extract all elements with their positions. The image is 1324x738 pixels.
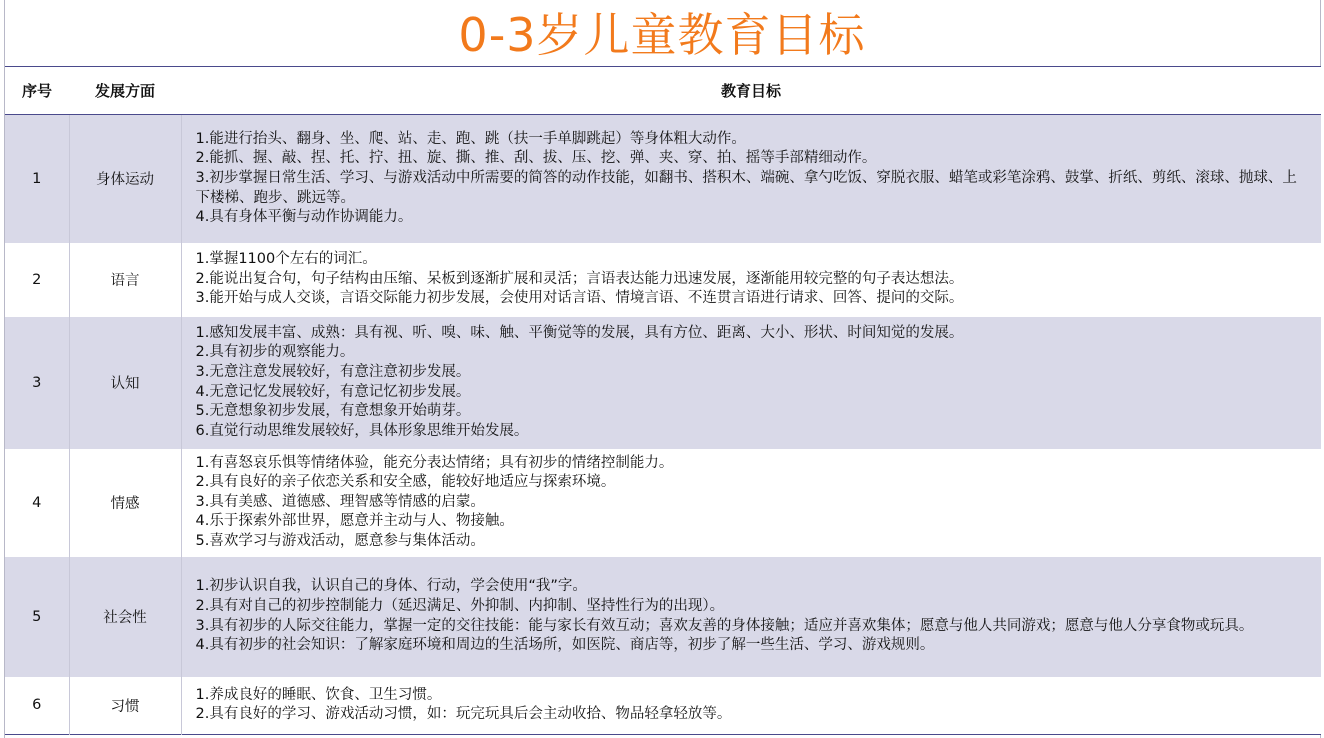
goal-line: 3.无意注意发展较好，有意注意初步发展。 — [195, 363, 471, 380]
goal-line: 3.具有初步的人际交往能力，掌握一定的交往技能：能与家长有效互动；喜欢友善的身体接触；适应并喜欢集体；愿意与他人共同游戏；愿意与他人分享食物或玩具。 — [195, 617, 1254, 634]
table-row — [5, 243, 1321, 317]
header-num: 序号 — [5, 67, 69, 115]
row-num: 5 — [5, 557, 69, 677]
goal-line: 2.能说出复合句，句子结构由压缩、呆板到逐渐扩展和灵活；言语表达能力迅速发展，逐渐能用较完整的句子表达想法。 — [195, 270, 964, 287]
row-num: 4 — [5, 449, 69, 557]
goal-line: 1.初步认识自我，认识自己的身体、行动，学会使用“我”字。 — [195, 578, 587, 595]
row-goals — [181, 557, 1321, 677]
header-goals: 教育目标 — [181, 67, 1321, 115]
table-header-row — [5, 67, 1321, 115]
page-title: 0-3岁儿童教育目标 — [458, 8, 866, 62]
goal-line: 4.具有初步的社会知识：了解家庭环境和周边的生活场所，如医院、商店等，初步了解一些生活、学习、游戏规则。 — [195, 637, 935, 654]
goal-line: 4.具有身体平衡与动作协调能力。 — [195, 209, 413, 226]
row-area: 身体运动 — [69, 115, 181, 243]
row-area: 语言 — [69, 243, 181, 317]
goal-line: 1.能进行抬头、翻身、坐、爬、站、走、跑、跳（扶一手单脚跳起）等身体粗大动作。 — [195, 130, 746, 147]
row-goals — [181, 115, 1321, 243]
goal-line: 4.乐于探索外部世界，愿意并主动与人、物接触。 — [195, 513, 514, 530]
education-goals-table — [5, 66, 1321, 735]
table-row — [5, 677, 1321, 735]
goal-line: 1.有喜怒哀乐惧等情绪体验，能充分表达情绪；具有初步的情绪控制能力。 — [195, 454, 674, 471]
goal-line: 6.直觉行动思维发展较好，具体形象思维开始发展。 — [195, 422, 529, 439]
goal-line: 3.能开始与成人交谈，言语交际能力初步发展，会使用对话言语、情境言语、不连贯言语进行请求、回答、提问的交际。 — [195, 290, 964, 307]
row-num: 6 — [5, 677, 69, 735]
row-goals — [181, 449, 1321, 557]
goal-line: 4.无意记忆发展较好，有意记忆初步发展。 — [195, 383, 471, 400]
goal-line: 2.具有良好的学习、游戏活动习惯，如：玩完玩具后会主动收拾、物品轻拿轻放等。 — [195, 706, 732, 723]
row-num: 1 — [5, 115, 69, 243]
table-row — [5, 557, 1321, 677]
row-goals — [181, 317, 1321, 449]
header-area: 发展方面 — [69, 67, 181, 115]
table-row — [5, 449, 1321, 557]
goal-line: 5.喜欢学习与游戏活动，愿意参与集体活动。 — [195, 532, 485, 549]
row-area: 社会性 — [69, 557, 181, 677]
goal-line: 2.具有对自己的初步控制能力（延迟满足、外抑制、内抑制、坚持性行为的出现）。 — [195, 597, 725, 614]
table-row — [5, 317, 1321, 449]
goal-line: 2.能抓、握、敲、捏、托、拧、扭、旋、撕、推、刮、拔、压、挖、弹、夹、穿、拍、摇等手部精细动作。 — [195, 150, 877, 167]
goal-line: 1.养成良好的睡眠、饮食、卫生习惯。 — [195, 686, 442, 703]
row-num: 3 — [5, 317, 69, 449]
goal-line: 1.掌握1100个左右的词汇。 — [195, 251, 377, 268]
goal-line: 3.初步掌握日常生活、学习、与游戏活动中所需要的简答的动作技能，如翻书、搭积木、端碗、拿勺吃饭、穿脱衣服、蜡笔或彩笔涂鸦、鼓掌、折纸、剪纸、滚球、抛球、上下楼梯、跑步、跳远等。 — [195, 169, 1297, 206]
goal-line: 5.无意想象初步发展，有意想象开始萌芽。 — [195, 403, 471, 420]
row-area: 情感 — [69, 449, 181, 557]
goal-line: 1.感知发展丰富、成熟：具有视、听、嗅、味、触、平衡觉等的发展，具有方位、距离、大小、形状、时间知觉的发展。 — [195, 324, 964, 341]
row-goals — [181, 243, 1321, 317]
row-goals — [181, 677, 1321, 735]
goal-line: 2.具有良好的亲子依恋关系和安全感，能较好地适应与探索环境。 — [195, 474, 616, 491]
row-area: 认知 — [69, 317, 181, 449]
goal-line: 2.具有初步的观察能力。 — [195, 344, 355, 361]
row-num: 2 — [5, 243, 69, 317]
table-row — [5, 115, 1321, 243]
goal-line: 3.具有美感、道德感、理智感等情感的启蒙。 — [195, 493, 485, 510]
row-area: 习惯 — [69, 677, 181, 735]
